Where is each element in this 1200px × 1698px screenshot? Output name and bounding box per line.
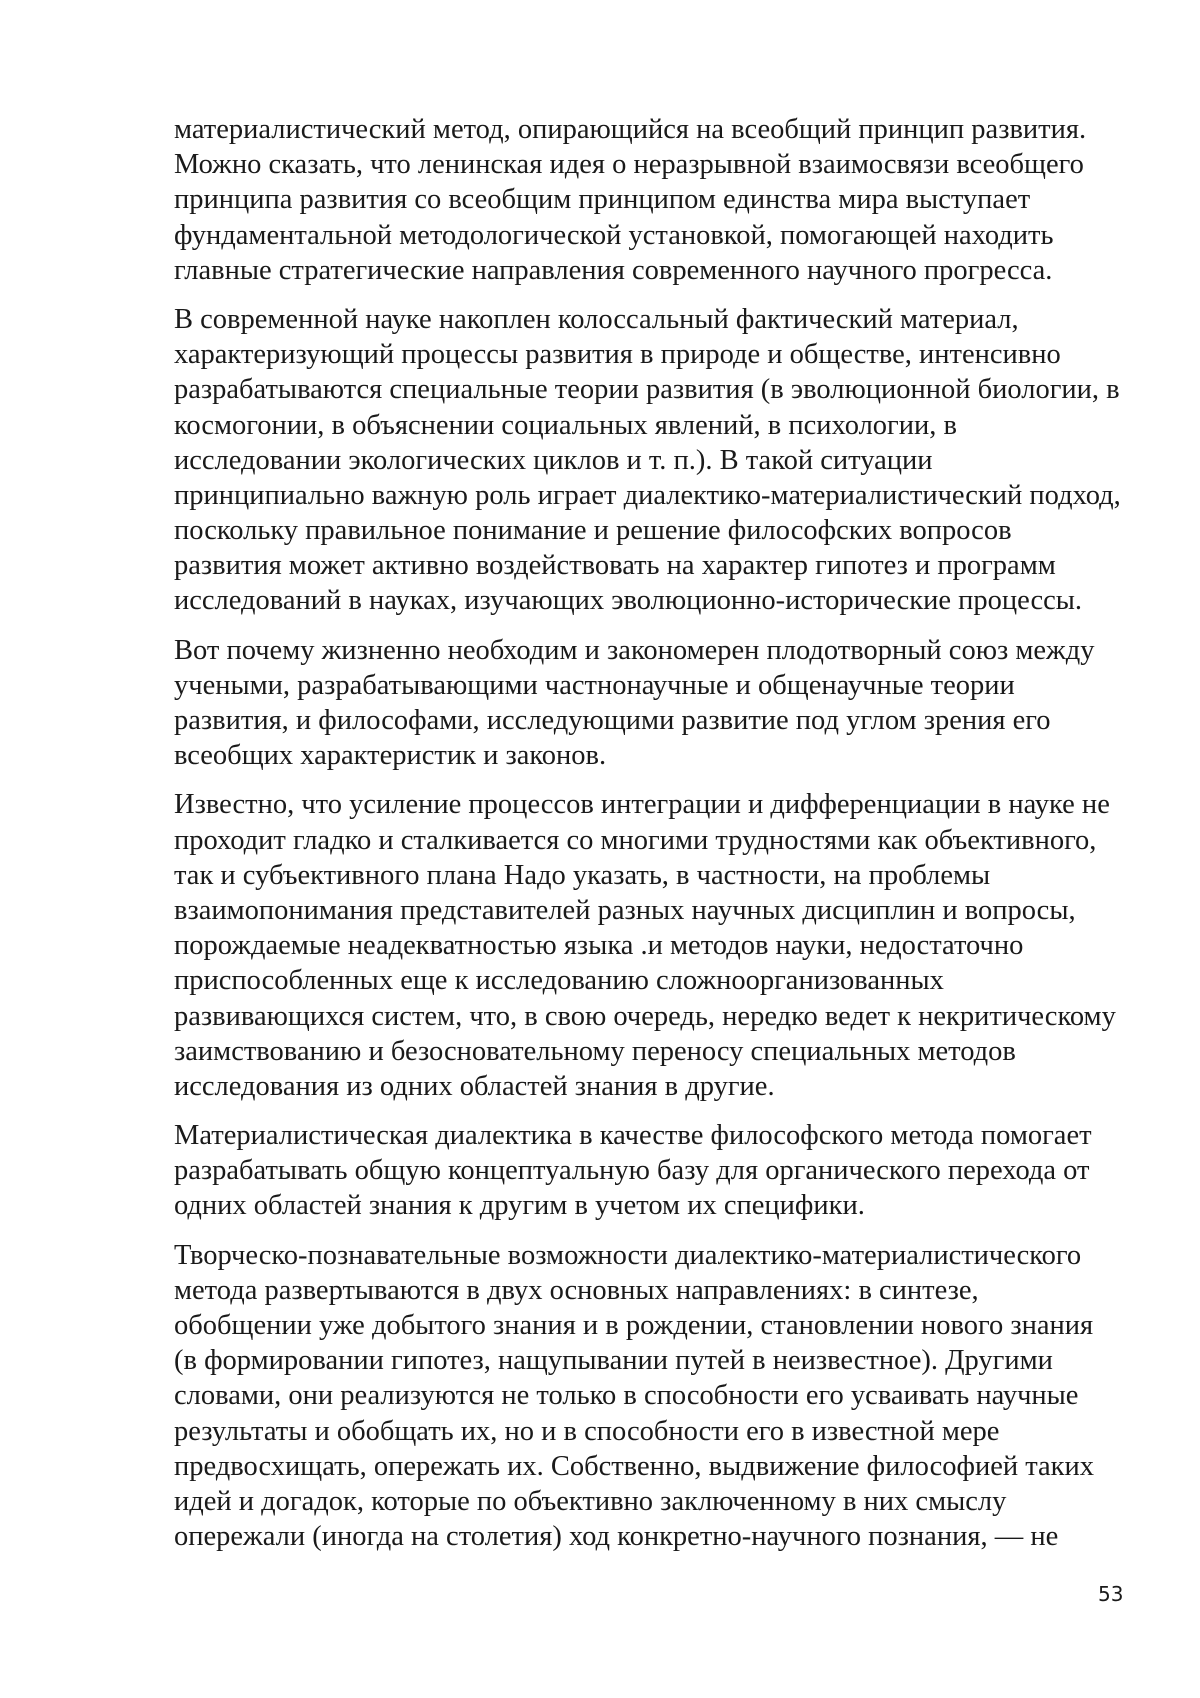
text-line: материалистический метод, опирающийся на всеобщий принцип развития. [174,114,1087,145]
text-line: одних областей знания к другим в учетом их специфики. [174,1190,865,1222]
text-line: Известно, что усиление процессов интеграции и дифференциации в науке не [174,789,1110,821]
text-line: исследовании экологических циклов и т. п.). В такой ситуации [174,444,933,476]
text-line: всеобщих характеристик и законов. [174,740,607,772]
text-line: исследований в науках, изучающих эволюционно-исторические процессы. [174,585,1083,617]
text-line: опережали (иногда на столетия) ход конкретно-научного познания, — не [174,1521,1059,1553]
text-line: развития, и философами, исследующими развитие под углом зрения его [174,705,1051,736]
paragraph [174,112,1134,288]
text-line: принципа развития со всеобщим принципом единства мира выступает [174,184,1031,216]
paragraph [174,787,1134,1104]
text-line: поскольку правильное понимание и решение философских вопросов [174,515,1012,547]
text-line: проходит гладко и сталкивается со многими трудностями как объективного, [174,824,1097,856]
body-text [174,112,1134,1568]
text-line: развития может активно воздействовать на характер гипотез и программ [174,550,1056,582]
text-line: порождаемые неадекватностью языка .и методов науки, недостаточно [174,930,1024,962]
page-number: 53 [1098,1582,1124,1606]
text-line: предвосхищать, опережать их. Собственно, выдвижение философией таких [174,1450,1095,1482]
text-line: так и субъективного плана Надо указать, в частности, на проблемы [174,859,991,891]
text-line: развивающихся систем, что, в свою очередь, нередко ведет к некритическому [174,1000,1116,1032]
text-line: характеризующий процессы развития в природе и обществе, интенсивно [174,339,1061,371]
text-line: обобщении уже добытого знания и в рождении, становлении нового знания [174,1310,1094,1341]
text-line: заимствованию и безосновательному переносу специальных методов [174,1035,1016,1067]
text-line: разрабатываются специальные теории развития (в эволюционной биологии, в [174,374,1120,406]
text-line: исследования из одних областей знания в другие. [174,1070,775,1102]
text-line: (в формировании гипотез, нащупывании путей в неизвестное). Другими [174,1345,1053,1377]
paragraph [174,1118,1134,1224]
text-line: главные стратегические направления современного научного прогресса. [174,254,1053,286]
text-line: Творческо-познавательные возможности диалектико-материалистического [174,1239,1082,1271]
text-line: метода развертываются в двух основных направлениях: в синтезе, [174,1274,979,1306]
text-line: Можно сказать, что ленинская идея о неразрывной взаимосвязи всеобщего [174,149,1084,181]
text-line: Материалистическая диалектика в качестве философского метода помогает [174,1120,1092,1152]
text-line: взаимопонимания представителей разных научных дисциплин и вопросы, [174,894,1076,926]
text-line: принципиально важную роль играет диалектико-материалистический подход, [174,479,1121,511]
text-line: разрабатывать общую концептуальную базу для органического перехода от [174,1155,1090,1187]
paragraph [174,1238,1134,1555]
text-line: учеными, разрабатывающими частнонаучные и общенаучные теории [174,669,1015,701]
text-line: фундаментальной методологической установкой, помогающей находить [174,219,1054,251]
text-line: приспособленных еще к исследованию сложноорганизованных [174,965,944,997]
text-line: идей и догадок, которые по объективно заключенному в них смыслу [174,1485,1007,1517]
text-line: результаты и обобщать их, но и в способности его в известной мере [174,1415,1000,1447]
text-line: Вот почему жизненно необходим и закономерен плодотворный союз между [174,634,1095,666]
paragraph [174,633,1134,774]
text-line: космогонии, в объяснении социальных явлений, в психологии, в [174,409,957,441]
paragraph [174,302,1134,619]
text-line: словами, они реализуются не только в способности его усваивать научные [174,1380,1079,1412]
text-line: В современной науке накоплен колоссальный фактический материал, [174,303,1019,335]
